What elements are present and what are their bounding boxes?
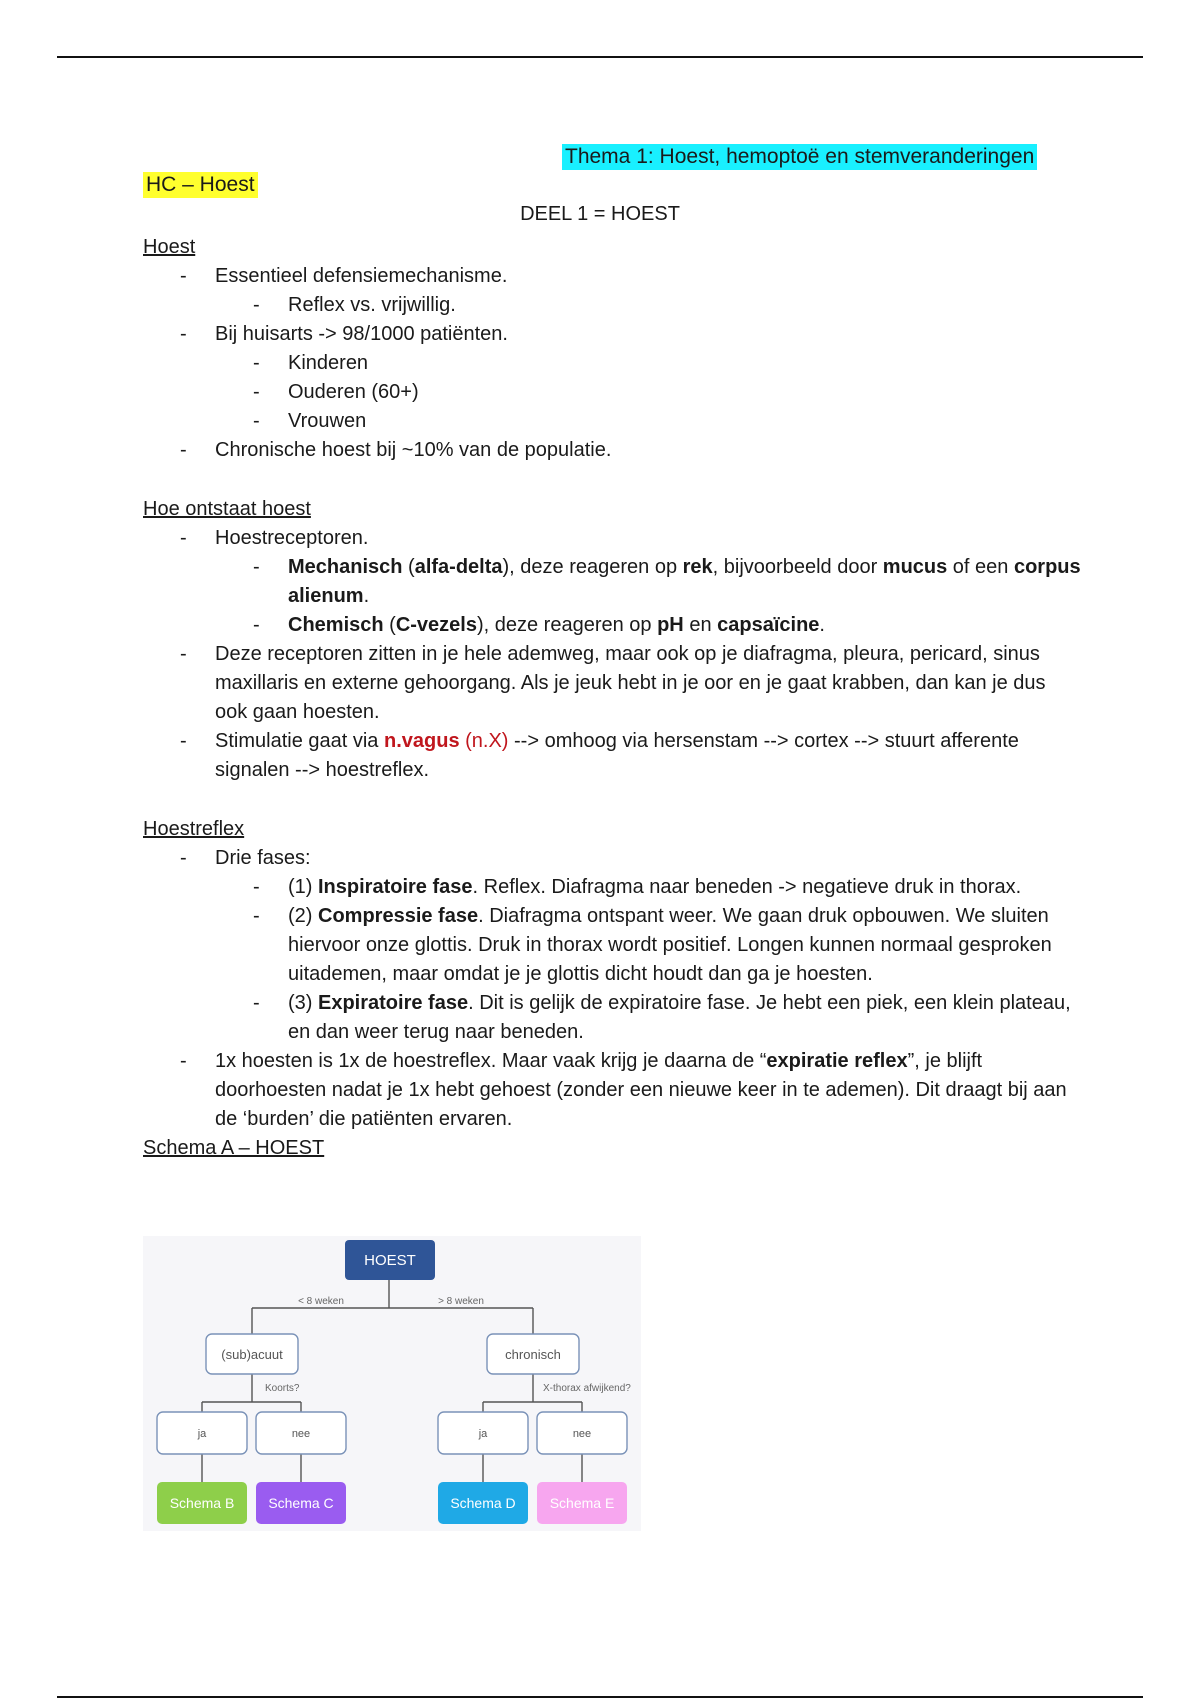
heading-schema: Schema A – HOEST xyxy=(143,1137,325,1159)
list-item: - Vrouwen xyxy=(143,407,1083,436)
node-ja-right-label: ja xyxy=(478,1428,488,1440)
heading-hoestreflex: Hoestreflex xyxy=(143,818,245,840)
leaf-schema-b-label: Schema B xyxy=(169,1495,235,1511)
list-item-fase-3: - (3) Expiratoire fase. Dit is gelijk de expiratoire fase. Je hebt een piek, een klein plateau, en dan weer terug naar beneden. xyxy=(143,989,1083,1047)
question-koorts: Koorts? xyxy=(265,1383,300,1394)
deel-title: DEEL 1 = HOEST xyxy=(520,203,680,225)
schema-a-diagram xyxy=(143,1236,641,1531)
list-item-mechanisch: - Mechanisch (alfa-delta), deze reageren op rek, bijvoorbeeld door mucus of een corpus alienum. xyxy=(143,553,1083,611)
edge-label-left: < 8 weken xyxy=(298,1296,344,1307)
node-nee-left-label: nee xyxy=(291,1428,311,1440)
edge-label-right: > 8 weken xyxy=(438,1296,484,1307)
list-item: - Ouderen (60+) xyxy=(143,378,1083,407)
node-chronisch-label: chronisch xyxy=(505,1347,561,1362)
leaf-schema-c-label: Schema C xyxy=(268,1495,334,1511)
node-ja-left-label: ja xyxy=(197,1428,207,1440)
list-item-stimulatie: - Stimulatie gaat via n.vagus (n.X) --> omhoog via hersenstam --> cortex --> stuurt afferente signalen --> hoestreflex. xyxy=(143,727,1083,785)
node-subacuut-label: (sub)acuut xyxy=(221,1347,283,1362)
list-item: - Hoestreceptoren. xyxy=(143,524,1083,553)
list-hoestreflex xyxy=(143,844,1083,1134)
theme-title: Thema 1: Hoest, hemoptoë en stemveranderingen xyxy=(562,144,1037,170)
bottom-rule xyxy=(57,1696,1143,1698)
top-rule xyxy=(57,56,1143,58)
heading-hoest: Hoest xyxy=(143,236,196,258)
list-item-fase-2: - (2) Compressie fase. Diafragma ontspant weer. We gaan druk opbouwen. We sluiten hiervoor onze glottis. Druk in thorax wordt positief. Longen kunnen normaal gesproken uitademen, maar omdat je je glottis dicht houdt dan ga je hoesten. xyxy=(143,902,1083,989)
leaf-schema-d-label: Schema D xyxy=(450,1495,516,1511)
list-item: - Bij huisarts -> 98/1000 patiënten. xyxy=(143,320,1083,349)
list-item: - Chronische hoest bij ~10% van de populatie. xyxy=(143,436,1083,465)
list-item: - Reflex vs. vrijwillig. xyxy=(143,291,1083,320)
list-hoest xyxy=(143,262,1083,465)
root-node-label: HOEST xyxy=(364,1252,416,1269)
list-item-fase-1: - (1) Inspiratoire fase. Reflex. Diafragma naar beneden -> negatieve druk in thorax. xyxy=(143,873,1083,902)
schema-a-svg xyxy=(143,1236,641,1531)
list-item: - Drie fases: xyxy=(143,844,1083,873)
list-item: - Deze receptoren zitten in je hele ademweg, maar ook op je diafragma, pleura, pericard, sinus maxillaris en externe gehoorgang. Als je jeuk hebt in je oor en je gaat krabben, dan kan je dus ook gaan hoesten. xyxy=(143,640,1083,727)
list-item: - Essentieel defensiemechanisme. xyxy=(143,262,1083,291)
list-item: - Kinderen xyxy=(143,349,1083,378)
document-body xyxy=(143,233,1083,1163)
heading-ontstaan: Hoe ontstaat hoest xyxy=(143,498,311,520)
hc-title: HC – Hoest xyxy=(143,172,258,198)
list-item-expiratie: - 1x hoesten is 1x de hoestreflex. Maar vaak krijg je daarna de “expiratie reflex”, je blijft doorhoesten nadat je 1x hebt gehoest (zonder een nieuwe keer in te ademen). Dit draagt bij aan de ‘burden’ die patiënten ervaren. xyxy=(143,1047,1083,1134)
list-ontstaan xyxy=(143,524,1083,785)
question-xthorax: X-thorax afwijkend? xyxy=(543,1383,631,1394)
node-nee-right-label: nee xyxy=(572,1428,592,1440)
leaf-schema-e-label: Schema E xyxy=(549,1495,615,1511)
list-item-chemisch: - Chemisch (C-vezels), deze reageren op pH en capsaïcine. xyxy=(143,611,1083,640)
